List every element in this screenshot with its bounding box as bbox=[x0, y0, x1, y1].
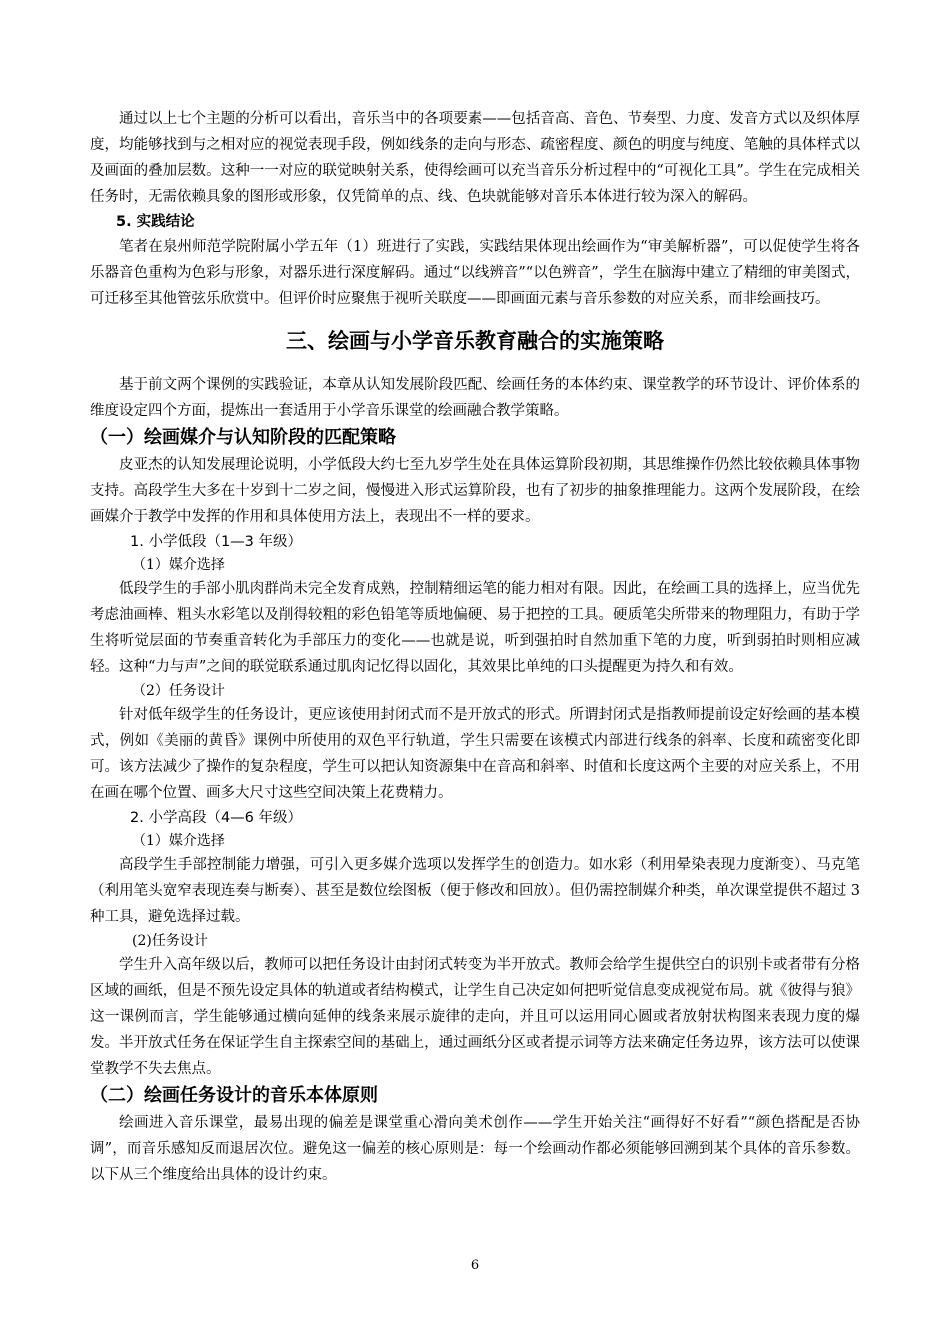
paragraph-upper-media: 高段学生手部控制能力增强，可引入更多媒介选项以发挥学生的创造力。如水彩（利用晕染表现力度渐变）、马克笔（利用笔头宽窄表现连奏与断奏）、甚至是数位绘图板（便于修改和回放）。但仍需控制媒介种类，单次课堂提供不超过 3 种工具，避免选择过载。 bbox=[90, 857, 860, 925]
paragraph-music-principle: 绘画进入音乐课堂，最易出现的偏差是课堂重心滑向美术创作——学生开始关注“画得好不好看”“颜色搭配是否协调”，而音乐感知反而退居次位。避免这一偏差的核心原则是：每一个绘画动作都必须能够回溯到某个具体的音乐参数。以下从三个维度给出具体的设计约束。 bbox=[90, 1115, 860, 1183]
paragraph-lower-media: 低段学生的手部小肌肉群尚未完全发育成熟，控制精细运笔的能力相对有限。因此，在绘画工具的选择上，应当优先考虑油画棒、粗头水彩笔以及削得较粗的彩色铅笔等质地偏硬、易于把控的工具。硬质笔尖所带来的物理阻力，有助于学生将听觉层面的节奏重音转化为手部压力的变化——也就是说，听到强拍时自然加重下笔的力度，听到弱拍时则相应减轻。这种“力与声”之间的联觉联系通过肌肉记忆得以固化，其效果比单纯的口头提醒更为持久和有效。 bbox=[90, 581, 860, 675]
paragraph-upper-task: 学生升入高年级以后，教师可以把任务设计由封闭式转变为半开放式。教师会给学生提供空白的识别卡或者带有分格区域的画纸，但是不预先设定具体的轨道或者结构模式，让学生自己决定如何把听觉信息变成视觉布局。就《彼得与狼》这一课例而言，学生能够通过横向延伸的线条来展示旋律的走向，并且可以运用同心圆或者放射状构图来表现力度的爆发。半开放式任务在保证学生自主探索空间的基础上，通过画纸分区或者提示词等方法来确定任务边界，该方法可以使课堂教学不失去焦点。 bbox=[90, 957, 860, 1077]
chapter-title: 三、绘画与小学音乐教育融合的实施策略 bbox=[286, 329, 664, 353]
paragraph-summary: 通过以上七个主题的分析可以看出，音乐当中的各项要素——包括音高、音色、节奏型、力度、发音方式以及织体厚度，均能够找到与之相对应的视觉表现手段，例如线条的走向与形态、疏密程度、颜色的明度与纯度、笔触的具体样式以及画面的叠加层数。这种一一对应的联觉映射关系，使得绘画可以充当音乐分析过程中的“可视化工具”。学生在完成相关任务时，无需依赖具象的图形或形象，仅凭简单的点、线、色块就能够对音乐本体进行较为深入的解码。 bbox=[90, 111, 860, 205]
subheading-lower-task: （2）任务设计 bbox=[132, 683, 225, 699]
section-heading-music-principle: （二）绘画任务设计的音乐本体原则 bbox=[90, 1085, 378, 1106]
document-page bbox=[90, 106, 860, 1188]
subheading-upper-task: (2)任务设计 bbox=[132, 933, 208, 949]
heading-lower-grades: 1. 小学低段（1—3 年级） bbox=[130, 534, 303, 550]
paragraph-chapter-intro: 基于前文两个课例的实践验证，本章从认知发展阶段匹配、绘画任务的本体约束、课堂教学的环节设计、评价体系的维度设定四个方面，提炼出一套适用于小学音乐课堂的绘画融合教学策略。 bbox=[90, 377, 860, 419]
paragraph-piaget: 皮亚杰的认知发展理论说明，小学低段大约七至九岁学生处在具体运算阶段初期，其思维操作仍然比较依赖具体事物支持。高段学生大多在十岁到十二岁之间，慢慢进入形式运算阶段，也有了初步的抽象推理能力。这两个发展阶段，在绘画媒介于教学中发挥的作用和具体使用方法上，表现出不一样的要求。 bbox=[90, 457, 860, 525]
heading-upper-grades: 2. 小学高段（4—6 年级） bbox=[130, 810, 303, 826]
paragraph-lower-task: 针对低年级学生的任务设计，更应该使用封闭式而不是开放式的形式。所谓封闭式是指教师提前设定好绘画的基本模式，例如《美丽的黄昏》课例中所使用的双色平行轨道，学生只需要在该模式内部进行线条的斜率、长度和疏密变化即可。该方法减少了操作的复杂程度，学生可以把认知资源集中在音高和斜率、时值和长度这两个主要的对应关系上，不用在画在哪个位置、画多大尺寸这些空间决策上花费精力。 bbox=[90, 707, 860, 801]
paragraph-practice: 笔者在泉州师范学院附属小学五年（1）班进行了实践，实践结果体现出绘画作为“审美解析器”，可以促使学生将各乐器音色重构为色彩与形象，对器乐进行深度解码。通过“以线辨音”“以色辨音”，学生在脑海中建立了精细的审美图式，可迁移至其他管弦乐欣赏中。但评价时应聚焦于视听关联度——即画面元素与音乐参数的对应关系，而非绘画技巧。 bbox=[90, 239, 860, 307]
section-heading-media-matching: （一）绘画媒介与认知阶段的匹配策略 bbox=[90, 427, 396, 448]
subheading-upper-media: （1）媒介选择 bbox=[132, 833, 225, 849]
page-number: 6 bbox=[470, 1258, 480, 1273]
subheading-lower-media: （1）媒介选择 bbox=[132, 557, 225, 573]
heading-practice-conclusion: 5. 实践结论 bbox=[116, 214, 195, 230]
